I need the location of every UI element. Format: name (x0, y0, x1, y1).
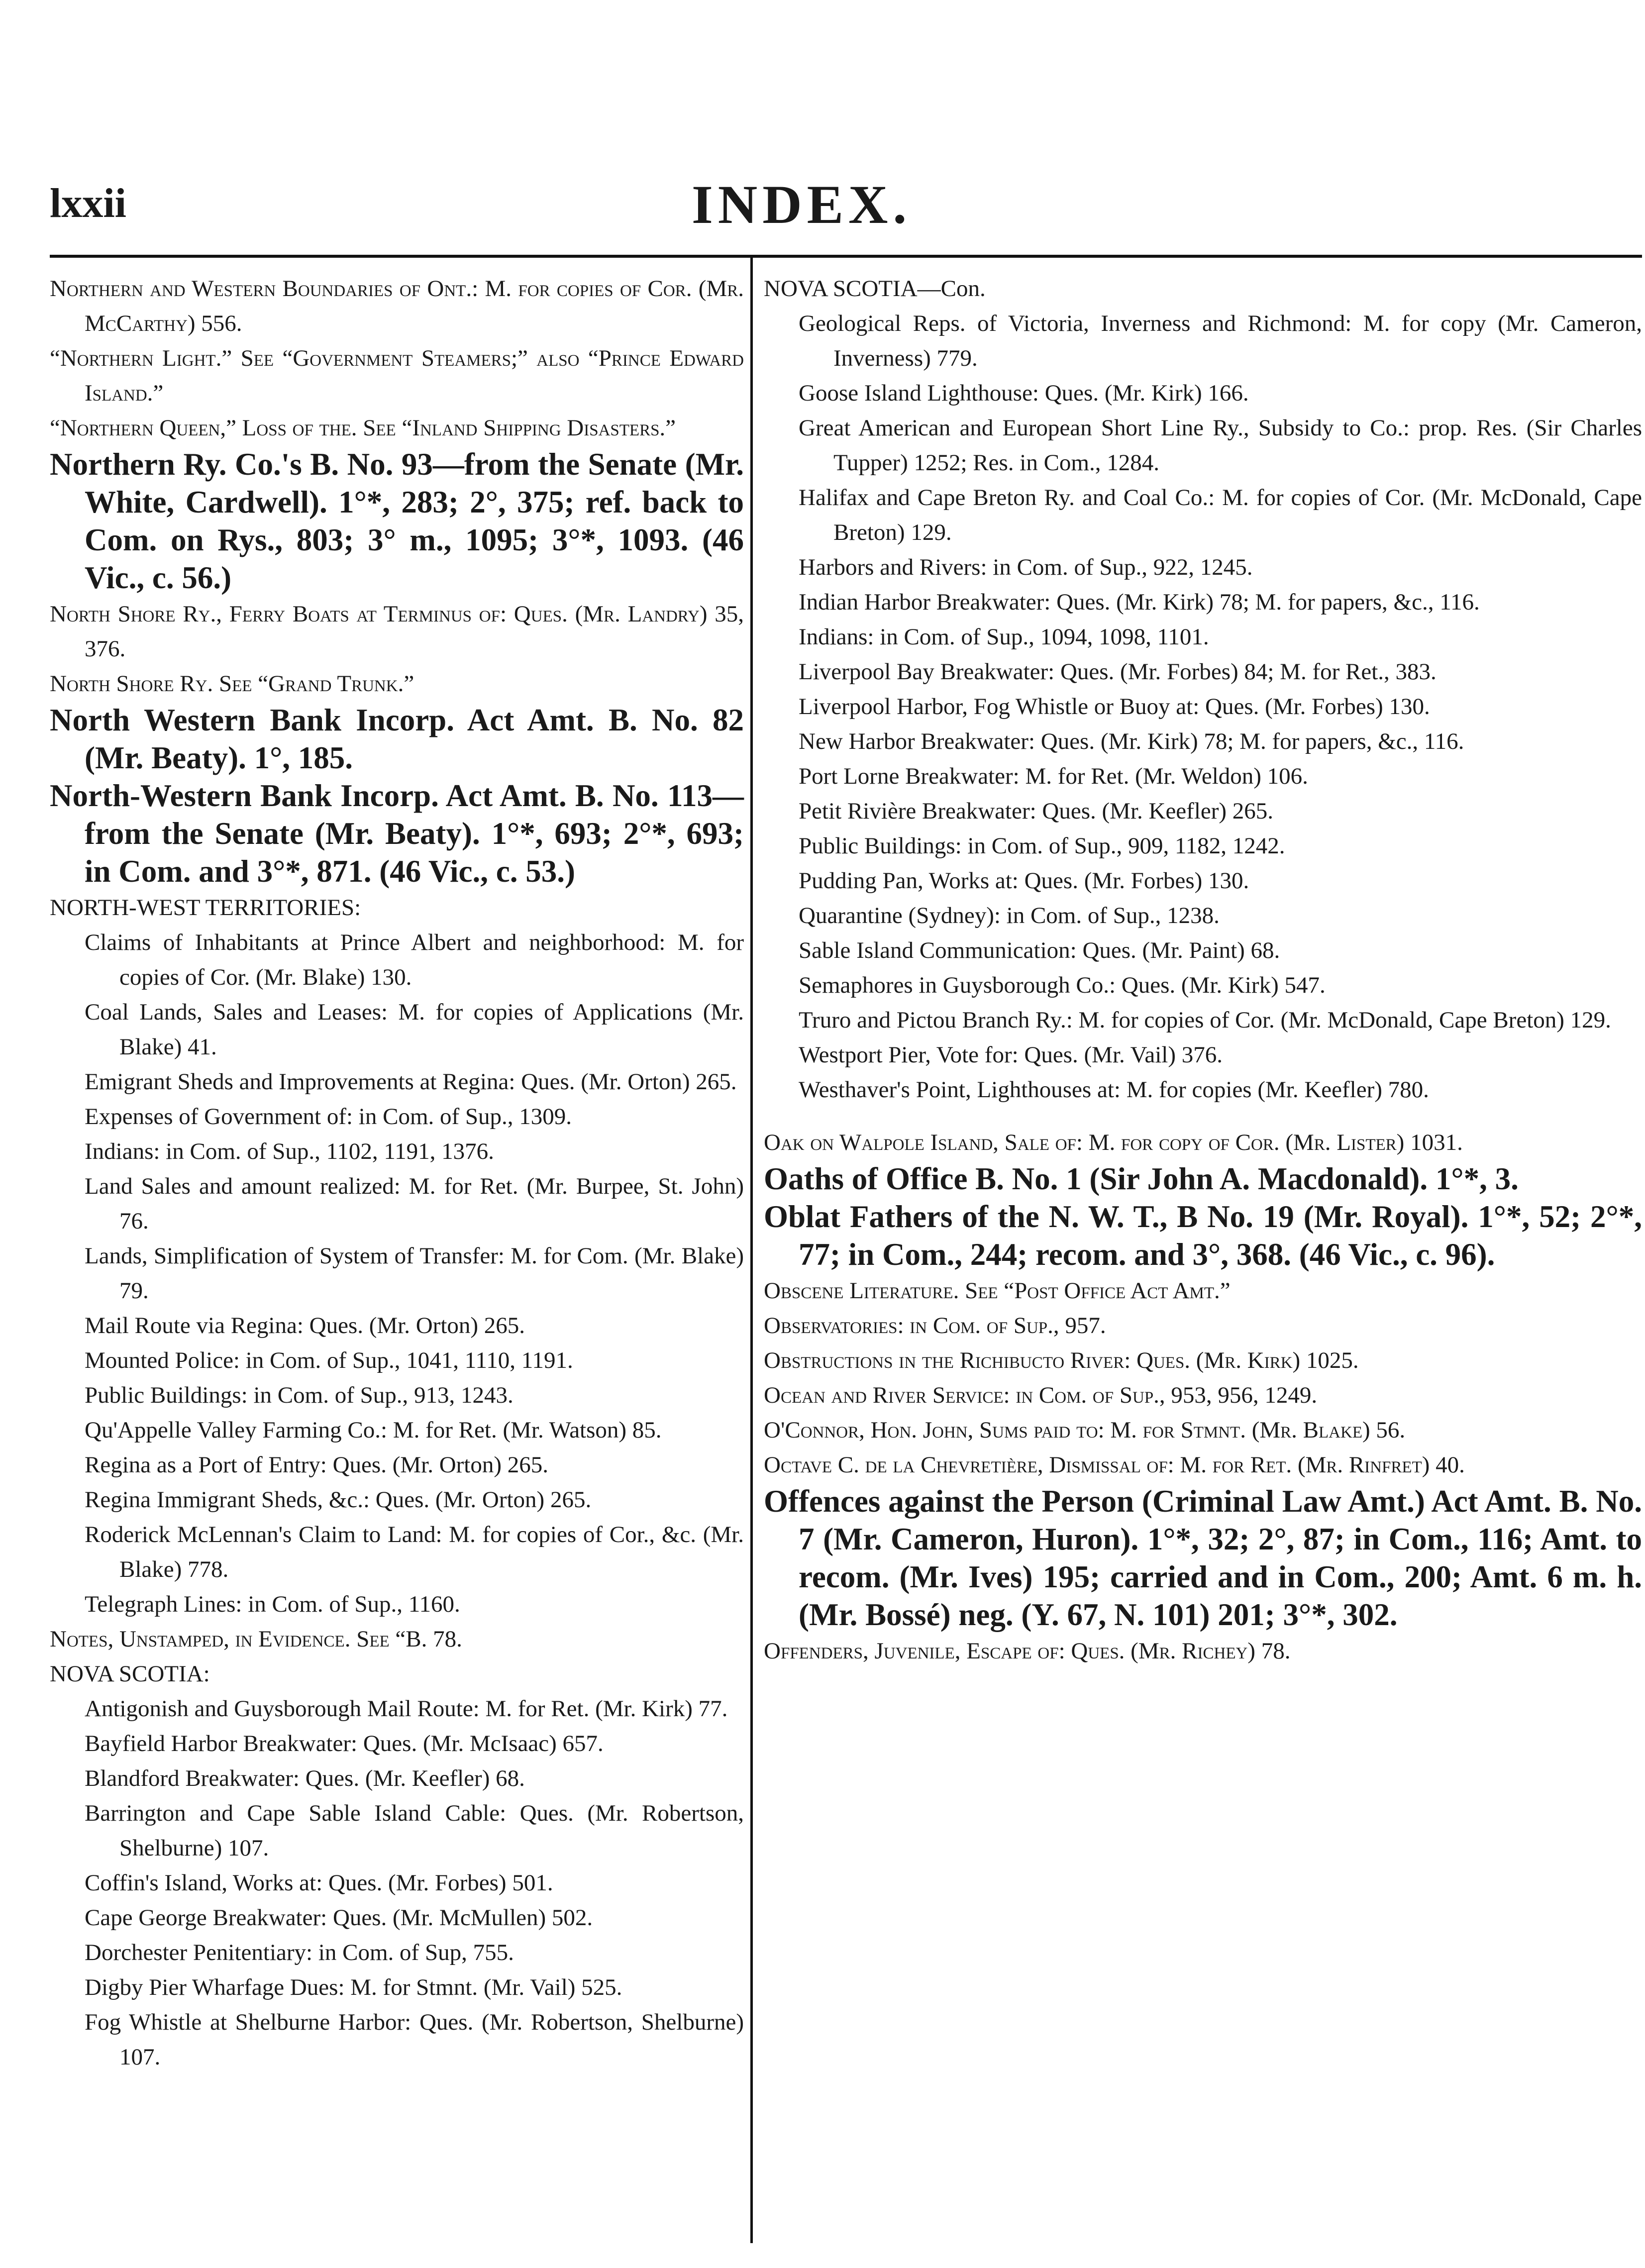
index-entry: Harbors and Rivers: in Com. of Sup., 922, 1245. (799, 554, 1253, 580)
index-entry: New Harbor Breakwater: Ques. (Mr. Kirk) 78; M. for papers, &c., 116. (799, 728, 1464, 754)
index-entry: Public Buildings: in Com. of Sup., 909, 1182, 1242. (799, 833, 1285, 859)
index-entry: Regina Immigrant Sheds, &c.: Ques. (Mr. Orton) 265. (85, 1487, 592, 1513)
index-entry: Liverpool Bay Breakwater: Ques. (Mr. Forbes) 84; M. for Ret., 383. (799, 659, 1437, 685)
index-entry: Northern Ry. Co.'s B. No. 93—from the Senate (Mr. White, Cardwell). 1°*, 283; 2°, 375; ref. back to Com. on Rys., 803; 3° m., 1095; 3°*, 1093. (46 Vic., c. 56.) (50, 447, 744, 595)
index-entry: Oaths of Office B. No. 1 (Sir John A. Macdonald). 1°*, 3. (764, 1161, 1519, 1196)
index-entry: Indians: in Com. of Sup., 1102, 1191, 1376. (85, 1138, 494, 1164)
right-column (764, 271, 1642, 1668)
index-entry: Goose Island Lighthouse: Ques. (Mr. Kirk) 166. (799, 380, 1249, 406)
index-entry: Roderick McLennan's Claim to Land: M. for copies of Cor., &c. (Mr. Blake) 778. (85, 1522, 744, 1582)
index-entry: Notes, Unstamped, in Evidence. See “B. 78. (50, 1626, 462, 1652)
index-entry: O'Connor, Hon. John, Sums paid to: M. for Stmnt. (Mr. Blake) 56. (764, 1417, 1406, 1443)
index-entry: Port Lorne Breakwater: M. for Ret. (Mr. Weldon) 106. (799, 763, 1308, 789)
index-entry: North Shore Ry. See “Grand Trunk.” (50, 671, 414, 697)
index-entry: Coal Lands, Sales and Leases: M. for copies of Applications (Mr. Blake) 41. (85, 999, 744, 1060)
page-header (50, 174, 1642, 244)
index-entry: Quarantine (Sydney): in Com. of Sup., 1238. (799, 903, 1220, 928)
index-entry: North Shore Ry., Ferry Boats at Terminus of: Ques. (Mr. Landry) 35, 376. (50, 601, 744, 662)
index-entry: Ocean and River Service: in Com. of Sup., 953, 956, 1249. (764, 1382, 1318, 1408)
index-entry: Observatories: in Com. of Sup., 957. (764, 1313, 1106, 1339)
index-entry: Blandford Breakwater: Ques. (Mr. Keefler) 68. (85, 1765, 525, 1791)
index-entry: Semaphores in Guysborough Co.: Ques. (Mr. Kirk) 547. (799, 972, 1326, 998)
index-entry: Offences against the Person (Criminal Law Amt.) Act Amt. B. No. 7 (Mr. Cameron, Huron). 1°*, 32; 2°, 87; in Com., 116; Amt. to recom. (Mr. Ives) 195; carried and in Com., 200; Amt. 6 m. h. (Mr. Bossé) neg. (Y. 67, N. 101) 201; 3°*, 302. (764, 1484, 1642, 1632)
index-entry: NORTH-WEST TERRITORIES: (50, 895, 361, 921)
index-entry: NOVA SCOTIA: (50, 1661, 210, 1687)
index-entry: “Northern Queen,” Loss of the. See “Inland Shipping Disasters.” (50, 415, 676, 441)
index-entry: Westhaver's Point, Lighthouses at: M. for copies (Mr. Keefler) 780. (799, 1077, 1429, 1103)
index-entry: Public Buildings: in Com. of Sup., 913, 1243. (85, 1382, 514, 1408)
index-entry: Oak on Walpole Island, Sale of: M. for copy of Cor. (Mr. Lister) 1031. (764, 1130, 1463, 1155)
index-entry: Oblat Fathers of the N. W. T., B No. 19 (Mr. Royal). 1°*, 52; 2°*, 77; in Com., 244; recom. and 3°, 368. (46 Vic., c. 96). (764, 1199, 1642, 1272)
page-title: INDEX. (692, 174, 912, 235)
index-entry: Westport Pier, Vote for: Ques. (Mr. Vail) 376. (799, 1042, 1223, 1068)
index-entry: Northern and Western Boundaries of Ont.: M. for copies of Cor. (Mr. McCarthy) 556. (50, 276, 744, 336)
index-entry: Sable Island Communication: Ques. (Mr. Paint) 68. (799, 937, 1280, 963)
index-entry: North Western Bank Incorp. Act Amt. B. No. 82 (Mr. Beaty). 1°, 185. (50, 703, 744, 775)
index-entry: Fog Whistle at Shelburne Harbor: Ques. (Mr. Robertson, Shelburne) 107. (85, 2009, 744, 2070)
index-entry: Coffin's Island, Works at: Ques. (Mr. Forbes) 501. (85, 1870, 553, 1896)
index-entry: Mounted Police: in Com. of Sup., 1041, 1110, 1191. (85, 1347, 573, 1373)
column-divider (750, 258, 753, 2243)
index-entry: Halifax and Cape Breton Ry. and Coal Co.: M. for copies of Cor. (Mr. McDonald, Cape Breton) 129. (799, 485, 1642, 545)
index-entry: Petit Rivière Breakwater: Ques. (Mr. Keefler) 265. (799, 798, 1274, 824)
index-entry: Barrington and Cape Sable Island Cable: Ques. (Mr. Robertson, Shelburne) 107. (85, 1800, 744, 1861)
index-entry: Regina as a Port of Entry: Ques. (Mr. Orton) 265. (85, 1452, 549, 1478)
index-entry: Indians: in Com. of Sup., 1094, 1098, 1101. (799, 624, 1209, 650)
index-entry: NOVA SCOTIA—Con. (764, 276, 986, 302)
index-entry: Great American and European Short Line Ry., Subsidy to Co.: prop. Res. (Sir Charles Tupper) 1252; Res. in Com., 1284. (799, 415, 1642, 476)
header-rule (50, 255, 1642, 258)
index-entry: Land Sales and amount realized: M. for Ret. (Mr. Burpee, St. John) 76. (85, 1173, 744, 1234)
left-column (50, 271, 744, 2074)
index-entry: Emigrant Sheds and Improvements at Regina: Ques. (Mr. Orton) 265. (85, 1069, 737, 1095)
page-number: lxxii (50, 180, 127, 226)
index-entry: Mail Route via Regina: Ques. (Mr. Orton) 265. (85, 1313, 525, 1339)
index-entry: Octave C. de la Chevretière, Dismissal of: M. for Ret. (Mr. Rinfret) 40. (764, 1452, 1465, 1478)
index-entry: Geological Reps. of Victoria, Inverness and Richmond: M. for copy (Mr. Cameron, Inverness) 779. (799, 310, 1642, 371)
index-entry: Telegraph Lines: in Com. of Sup., 1160. (85, 1591, 460, 1617)
index-entry: North-Western Bank Incorp. Act Amt. B. No. 113—from the Senate (Mr. Beaty). 1°*, 693; 2°*, 693; in Com. and 3°*, 871. (46 Vic., c. 53.) (50, 778, 744, 889)
index-entry: Indian Harbor Breakwater: Ques. (Mr. Kirk) 78; M. for papers, &c., 116. (799, 589, 1480, 615)
index-entry: Liverpool Harbor, Fog Whistle or Buoy at: Ques. (Mr. Forbes) 130. (799, 694, 1430, 720)
index-entry: Digby Pier Wharfage Dues: M. for Stmnt. (Mr. Vail) 525. (85, 1974, 622, 2000)
index-entry: Truro and Pictou Branch Ry.: M. for copies of Cor. (Mr. McDonald, Cape Breton) 129. (799, 1007, 1611, 1033)
index-entry: Qu'Appelle Valley Farming Co.: M. for Ret. (Mr. Watson) 85. (85, 1417, 662, 1443)
index-entry: Claims of Inhabitants at Prince Albert and neighborhood: M. for copies of Cor. (Mr. Blake) 130. (85, 929, 744, 990)
index-entry: “Northern Light.” See “Government Steamers;” also “Prince Edward Island.” (50, 345, 744, 406)
index-entry: Obstructions in the Richibucto River: Ques. (Mr. Kirk) 1025. (764, 1347, 1359, 1373)
index-entry: Bayfield Harbor Breakwater: Ques. (Mr. McIsaac) 657. (85, 1731, 604, 1756)
index-entry: Dorchester Penitentiary: in Com. of Sup, 755. (85, 1940, 514, 1965)
index-entry: Obscene Literature. See “Post Office Act Amt.” (764, 1278, 1231, 1304)
index-entry: Pudding Pan, Works at: Ques. (Mr. Forbes) 130. (799, 868, 1249, 894)
index-entry: Cape George Breakwater: Ques. (Mr. McMullen) 502. (85, 1905, 593, 1931)
index-entry: Expenses of Government of: in Com. of Sup., 1309. (85, 1104, 572, 1130)
index-entry: Offenders, Juvenile, Escape of: Ques. (Mr. Richey) 78. (764, 1638, 1291, 1664)
index-entry: Lands, Simplification of System of Transfer: M. for Com. (Mr. Blake) 79. (85, 1243, 744, 1304)
index-entry: Antigonish and Guysborough Mail Route: M. for Ret. (Mr. Kirk) 77. (85, 1696, 728, 1722)
